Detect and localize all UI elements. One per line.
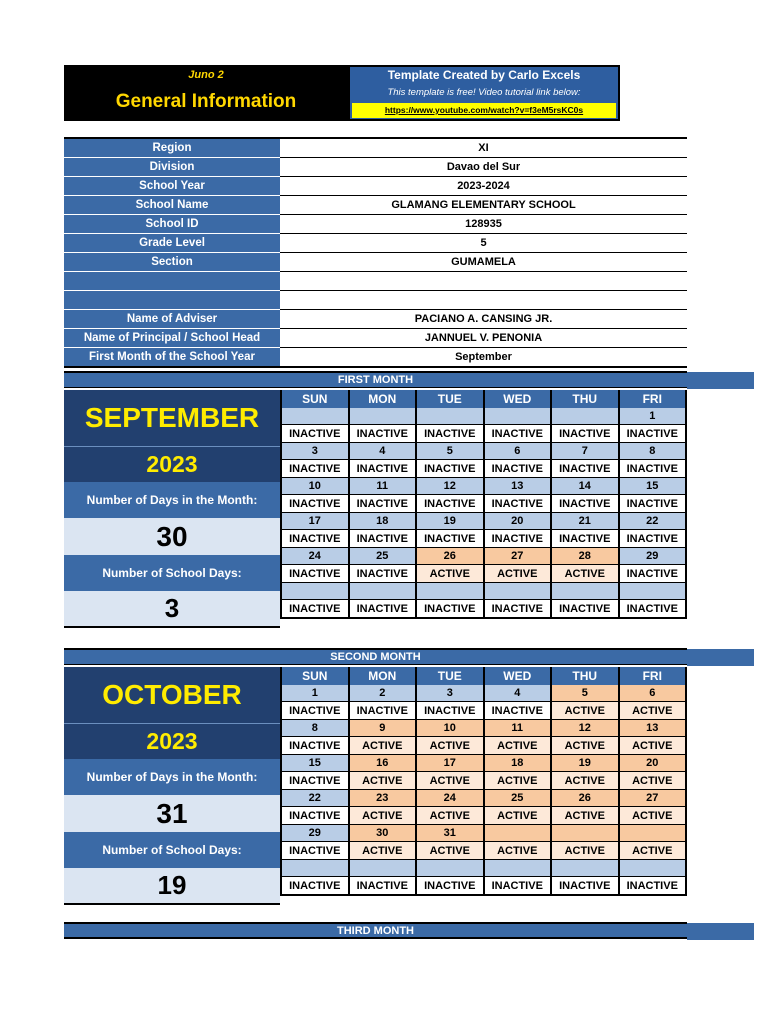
date-cell: 18 (484, 755, 552, 772)
date-cell (349, 583, 417, 600)
weekday-header: WED (484, 667, 552, 685)
date-cell: 27 (619, 790, 687, 807)
date-cell: 29 (281, 825, 349, 842)
status-cell[interactable]: ACTIVE (551, 737, 619, 755)
school-days-label: Number of School Days: (64, 555, 280, 591)
status-row (281, 530, 686, 548)
status-cell[interactable]: INACTIVE (349, 565, 417, 583)
status-cell[interactable]: ACTIVE (416, 807, 484, 825)
date-cell: 19 (416, 513, 484, 530)
october-summary (64, 667, 280, 905)
month-year: 2023 (64, 723, 280, 759)
date-cell (484, 825, 552, 842)
date-cell: 23 (349, 790, 417, 807)
status-cell[interactable]: INACTIVE (416, 495, 484, 513)
days-in-month-value: 31 (64, 795, 280, 832)
date-cell: 25 (484, 790, 552, 807)
info-label (64, 291, 280, 310)
status-cell[interactable]: INACTIVE (551, 530, 619, 548)
date-row (281, 548, 686, 565)
weekday-header: WED (484, 390, 552, 408)
status-cell[interactable]: INACTIVE (349, 600, 417, 619)
info-value[interactable]: September (280, 348, 687, 368)
info-label: Section (64, 253, 280, 272)
date-cell: 15 (281, 755, 349, 772)
status-row (281, 737, 686, 755)
status-cell[interactable]: INACTIVE (416, 530, 484, 548)
status-row (281, 565, 686, 583)
free-note: This template is free! Video tutorial link below: (387, 87, 581, 98)
info-row (64, 310, 687, 329)
status-cell[interactable]: INACTIVE (281, 737, 349, 755)
info-label: School ID (64, 215, 280, 234)
weekday-header: SUN (281, 667, 349, 685)
status-cell[interactable]: ACTIVE (619, 772, 687, 790)
status-cell[interactable]: ACTIVE (551, 772, 619, 790)
status-cell[interactable]: INACTIVE (551, 495, 619, 513)
info-row (64, 329, 687, 348)
status-cell[interactable]: INACTIVE (484, 460, 552, 478)
status-row (281, 807, 686, 825)
date-cell: 13 (484, 478, 552, 495)
header-title-box (64, 65, 348, 121)
date-cell: 20 (484, 513, 552, 530)
info-value[interactable]: Davao del Sur (280, 158, 687, 177)
info-label: First Month of the School Year (64, 348, 280, 368)
date-cell: 20 (619, 755, 687, 772)
days-in-month-label: Number of Days in the Month: (64, 759, 280, 795)
info-label: School Name (64, 196, 280, 215)
status-row (281, 772, 686, 790)
status-cell[interactable]: ACTIVE (416, 565, 484, 583)
status-cell[interactable]: ACTIVE (416, 772, 484, 790)
info-row (64, 177, 687, 196)
date-cell: 10 (416, 720, 484, 737)
info-value[interactable]: XI (280, 138, 687, 158)
date-cell: 10 (281, 478, 349, 495)
info-value[interactable]: 2023-2024 (280, 177, 687, 196)
date-cell: 11 (349, 478, 417, 495)
date-cell (551, 825, 619, 842)
status-cell[interactable]: INACTIVE (484, 702, 552, 720)
month-name: SEPTEMBER (64, 390, 280, 446)
date-cell (281, 408, 349, 425)
third-month-bar: THIRD MONTH (64, 922, 687, 939)
info-row (64, 158, 687, 177)
info-label (64, 272, 280, 291)
status-cell[interactable]: ACTIVE (416, 842, 484, 860)
status-cell[interactable]: INACTIVE (484, 425, 552, 443)
info-value[interactable]: PACIANO A. CANSING JR. (280, 310, 687, 329)
date-cell: 31 (416, 825, 484, 842)
date-cell (619, 583, 687, 600)
date-cell (551, 583, 619, 600)
info-row (64, 138, 687, 158)
info-value[interactable]: JANNUEL V. PENONIA (280, 329, 687, 348)
month-year: 2023 (64, 446, 280, 482)
status-cell[interactable]: ACTIVE (349, 807, 417, 825)
status-cell[interactable]: INACTIVE (349, 425, 417, 443)
days-in-month-value: 30 (64, 518, 280, 555)
template-version: Juno 2 (188, 69, 224, 81)
date-cell (619, 825, 687, 842)
status-cell[interactable]: ACTIVE (484, 842, 552, 860)
status-cell[interactable]: INACTIVE (551, 425, 619, 443)
status-cell[interactable]: INACTIVE (281, 600, 349, 619)
date-cell: 15 (619, 478, 687, 495)
status-cell[interactable]: INACTIVE (416, 600, 484, 619)
date-cell: 7 (551, 443, 619, 460)
status-cell[interactable]: INACTIVE (281, 877, 349, 896)
date-cell (484, 583, 552, 600)
status-cell[interactable]: INACTIVE (619, 425, 687, 443)
date-cell: 19 (551, 755, 619, 772)
info-label: School Year (64, 177, 280, 196)
second-month-bar-extension (687, 649, 754, 666)
status-cell[interactable]: INACTIVE (551, 600, 619, 619)
weekday-header: MON (349, 390, 417, 408)
status-cell[interactable]: INACTIVE (484, 495, 552, 513)
status-cell[interactable]: INACTIVE (484, 530, 552, 548)
status-cell[interactable]: INACTIVE (349, 702, 417, 720)
date-cell: 24 (416, 790, 484, 807)
date-cell: 16 (349, 755, 417, 772)
date-row (281, 790, 686, 807)
status-cell[interactable]: ACTIVE (619, 737, 687, 755)
first-month-bar-extension (687, 372, 754, 389)
date-cell: 28 (551, 548, 619, 565)
info-value[interactable]: GLAMANG ELEMENTARY SCHOOL (280, 196, 687, 215)
date-cell (416, 583, 484, 600)
info-label: Grade Level (64, 234, 280, 253)
info-value[interactable] (280, 291, 687, 310)
date-cell: 8 (281, 720, 349, 737)
status-cell[interactable]: ACTIVE (349, 772, 417, 790)
status-cell[interactable]: ACTIVE (551, 842, 619, 860)
status-cell[interactable]: INACTIVE (281, 460, 349, 478)
date-cell: 22 (619, 513, 687, 530)
date-cell: 12 (416, 478, 484, 495)
date-row (281, 720, 686, 737)
status-cell[interactable]: INACTIVE (619, 565, 687, 583)
date-cell: 26 (551, 790, 619, 807)
weekday-header: TUE (416, 390, 484, 408)
status-cell[interactable]: INACTIVE (619, 600, 687, 619)
weekday-header-row (281, 390, 686, 408)
school-days-value: 19 (64, 868, 280, 905)
info-label: Division (64, 158, 280, 177)
school-days-label: Number of School Days: (64, 832, 280, 868)
date-cell: 17 (281, 513, 349, 530)
date-cell: 1 (619, 408, 687, 425)
status-cell[interactable]: INACTIVE (416, 877, 484, 896)
status-cell[interactable]: INACTIVE (619, 495, 687, 513)
tutorial-link[interactable]: https://www.youtube.com/watch?v=f3eM5rsKC0s (352, 103, 616, 118)
days-in-month-label: Number of Days in the Month: (64, 482, 280, 518)
info-value[interactable] (280, 272, 687, 291)
info-label: Name of Principal / School Head (64, 329, 280, 348)
status-cell[interactable]: INACTIVE (551, 460, 619, 478)
status-cell[interactable]: INACTIVE (484, 877, 552, 896)
october-calendar (280, 667, 687, 896)
date-cell: 25 (349, 548, 417, 565)
status-row (281, 877, 686, 896)
date-cell (551, 408, 619, 425)
status-row (281, 600, 686, 619)
date-cell: 27 (484, 548, 552, 565)
info-row (64, 253, 687, 272)
date-cell: 17 (416, 755, 484, 772)
info-label: Name of Adviser (64, 310, 280, 329)
date-cell (281, 583, 349, 600)
weekday-header: FRI (619, 667, 687, 685)
status-cell[interactable]: INACTIVE (349, 877, 417, 896)
status-cell[interactable]: INACTIVE (484, 600, 552, 619)
date-row (281, 755, 686, 772)
info-row (64, 234, 687, 253)
date-cell (416, 860, 484, 877)
date-cell: 22 (281, 790, 349, 807)
date-cell: 6 (484, 443, 552, 460)
date-cell: 5 (416, 443, 484, 460)
date-cell: 24 (281, 548, 349, 565)
weekday-header-row (281, 667, 686, 685)
date-cell: 3 (416, 685, 484, 702)
date-cell: 18 (349, 513, 417, 530)
september-calendar (280, 390, 687, 619)
date-cell (416, 408, 484, 425)
status-cell[interactable]: INACTIVE (281, 565, 349, 583)
date-cell: 26 (416, 548, 484, 565)
first-month-bar: FIRST MONTH (64, 371, 687, 388)
date-cell (484, 408, 552, 425)
date-cell: 30 (349, 825, 417, 842)
status-cell[interactable]: ACTIVE (416, 737, 484, 755)
date-cell: 3 (281, 443, 349, 460)
date-cell: 14 (551, 478, 619, 495)
date-cell: 2 (349, 685, 417, 702)
date-row (281, 583, 686, 600)
date-row (281, 825, 686, 842)
status-cell[interactable]: INACTIVE (349, 495, 417, 513)
status-row (281, 495, 686, 513)
date-cell: 4 (484, 685, 552, 702)
date-cell (281, 860, 349, 877)
status-cell[interactable]: INACTIVE (551, 877, 619, 896)
date-row (281, 408, 686, 425)
info-row (64, 291, 687, 310)
status-cell[interactable]: INACTIVE (281, 702, 349, 720)
general-info-table (64, 137, 687, 368)
weekday-header: THU (551, 390, 619, 408)
second-month-bar: SECOND MONTH (64, 648, 687, 665)
date-row (281, 513, 686, 530)
status-cell[interactable]: ACTIVE (349, 737, 417, 755)
status-cell[interactable]: INACTIVE (281, 807, 349, 825)
date-cell: 8 (619, 443, 687, 460)
date-cell: 11 (484, 720, 552, 737)
date-cell: 4 (349, 443, 417, 460)
template-credit: Template Created by Carlo Excels (387, 68, 581, 82)
info-row (64, 272, 687, 291)
status-cell[interactable]: INACTIVE (416, 460, 484, 478)
status-cell[interactable]: ACTIVE (484, 565, 552, 583)
status-cell[interactable]: ACTIVE (619, 807, 687, 825)
status-row (281, 425, 686, 443)
third-month-bar-extension (687, 923, 754, 940)
status-cell[interactable]: ACTIVE (551, 702, 619, 720)
september-summary (64, 390, 280, 628)
school-days-value: 3 (64, 591, 280, 628)
weekday-header: TUE (416, 667, 484, 685)
date-row (281, 860, 686, 877)
status-cell[interactable]: INACTIVE (281, 530, 349, 548)
status-cell[interactable]: ACTIVE (484, 807, 552, 825)
date-cell (349, 408, 417, 425)
date-row (281, 443, 686, 460)
status-cell[interactable]: INACTIVE (619, 530, 687, 548)
date-row (281, 478, 686, 495)
info-value[interactable]: GUMAMELA (280, 253, 687, 272)
status-cell[interactable]: INACTIVE (416, 702, 484, 720)
header-credit-box (348, 65, 620, 121)
weekday-header: THU (551, 667, 619, 685)
info-value[interactable]: 128935 (280, 215, 687, 234)
page-title: General Information (115, 91, 297, 112)
status-cell[interactable]: INACTIVE (281, 425, 349, 443)
status-cell[interactable]: ACTIVE (551, 807, 619, 825)
status-cell[interactable]: ACTIVE (349, 842, 417, 860)
status-cell[interactable]: ACTIVE (484, 772, 552, 790)
status-cell[interactable]: INACTIVE (619, 460, 687, 478)
date-cell (551, 860, 619, 877)
date-cell: 9 (349, 720, 417, 737)
month-name: OCTOBER (64, 667, 280, 723)
info-row (64, 215, 687, 234)
info-value[interactable]: 5 (280, 234, 687, 253)
status-row (281, 460, 686, 478)
info-label: Region (64, 138, 280, 158)
date-cell (349, 860, 417, 877)
status-cell[interactable]: INACTIVE (349, 530, 417, 548)
date-cell: 29 (619, 548, 687, 565)
date-cell: 5 (551, 685, 619, 702)
date-row (281, 685, 686, 702)
weekday-header: FRI (619, 390, 687, 408)
info-row (64, 348, 687, 368)
status-cell[interactable]: INACTIVE (281, 772, 349, 790)
date-cell: 1 (281, 685, 349, 702)
date-cell: 12 (551, 720, 619, 737)
date-cell: 21 (551, 513, 619, 530)
weekday-header: SUN (281, 390, 349, 408)
status-cell[interactable]: INACTIVE (281, 842, 349, 860)
status-cell[interactable]: ACTIVE (551, 565, 619, 583)
status-row (281, 702, 686, 720)
status-cell[interactable]: INACTIVE (349, 460, 417, 478)
status-cell[interactable]: INACTIVE (281, 495, 349, 513)
status-cell[interactable]: ACTIVE (484, 737, 552, 755)
date-cell (484, 860, 552, 877)
date-cell: 6 (619, 685, 687, 702)
info-row (64, 196, 687, 215)
status-row (281, 842, 686, 860)
status-cell[interactable]: INACTIVE (416, 425, 484, 443)
weekday-header: MON (349, 667, 417, 685)
status-cell[interactable]: ACTIVE (619, 702, 687, 720)
date-cell: 13 (619, 720, 687, 737)
status-cell[interactable]: ACTIVE (619, 842, 687, 860)
date-cell (619, 860, 687, 877)
status-cell[interactable]: INACTIVE (619, 877, 687, 896)
